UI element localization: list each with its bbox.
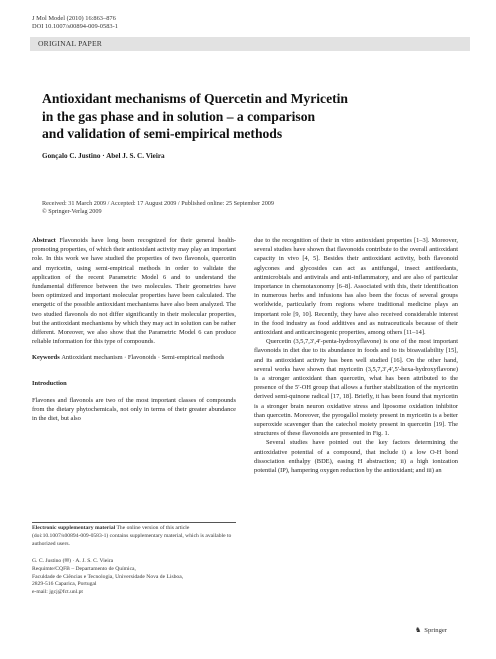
affiliation-dept: Requimte/CQFB – Departamento de Química, xyxy=(32,565,136,572)
abstract xyxy=(32,236,236,346)
author-list: Gonçalo C. Justino · Abel J. S. C. Vieira xyxy=(42,152,165,160)
title-line-2: in the gas phase and in solution – a comparison xyxy=(42,108,316,124)
publication-history xyxy=(42,200,462,217)
affiliation-faculty: Faculdade de Ciências e Tecnologia, Universidade Nova de Lisboa, xyxy=(32,573,184,580)
title-line-1: Antioxidant mechanisms of Quercetin and Myricetin xyxy=(42,91,348,106)
esm-footnote xyxy=(32,525,236,548)
article-title xyxy=(42,90,372,143)
abstract-text: Flavonoids have long been recognized for their general health-promoting properties, of which their antioxidant activity may play an important role. In this work we have studied the properties of two flavonols, quercetin and myricetin, using semi-empirical methods in order to validate the application of the recent Parametric Model 6 and to understand the fundamental difference between the two molecules. Their geometries have been optimized and important molecular properties have been calculated. The energetic of the possible antioxidant mechanisms have also been analyzed. The two studied flavonols do not differ significantly in their molecular properties, but the antioxidant mechanisms by which they may act in solution can be rather different. Moreover, we also show that the Parametric Model 6 can produce reliable information for this type of compounds. xyxy=(32,237,236,346)
doi-line: DOI 10.1007/s00894-009-0583-1 xyxy=(32,23,118,31)
affiliation-address: 2829-516 Caparica, Portugal xyxy=(32,581,97,588)
introduction-text: Flavones and flavonols are two of the most important classes of compounds from the dietary phytochemicals, not only in terms of their greater abundance in the diet, but also xyxy=(32,396,236,423)
paper-type-banner xyxy=(30,37,470,51)
journal-line: J Mol Model (2010) 16:863–876 xyxy=(32,15,116,22)
affiliation-authors: G. C. Justino (✉) · A. J. S. C. Vieira xyxy=(32,558,114,564)
received-dates: Received: 31 March 2009 / Accepted: 17 August 2009 / Published online: 25 September 2009 xyxy=(42,200,274,207)
introduction-heading: Introduction xyxy=(32,379,67,387)
publisher-logo xyxy=(415,627,447,634)
journal-citation xyxy=(32,15,118,32)
affiliation-block xyxy=(32,558,236,597)
right-paragraph-3: Several studies have pointed out the key factors determining the antioxidative potential of a compound, that include i) a low O-H bond dissociation enthalpy (BDE), easing H abstraction; ii) a high ionization potential (IP), hampering oxygen reduction by the antioxidant; and iii) an xyxy=(254,439,458,475)
right-column xyxy=(254,236,458,475)
right-paragraph-2: Quercetin (3,5,7,3′,4′-penta-hydroxyflavone) is one of the most important flavonoids in diet due to its abundance in foods and to its bioavailability [15], and its antioxidant activity has been well studied [16]. On the other hand, several works have shown that myricetin (3,5,7,3′,4′,5′-hexa-hydroxyflavone) is a stronger antioxidant than quercetin, what has been attributed to the presence of the 5′-OH group that allows a further stabilization of the myricetin derived semi-quinone radical [17, 18]. Briefly, it has been found that myricetin is a stronger brain neuron oxidative stress and liposome oxidation inhibitor than quercetin. Moreover, the pyrogallol moiety present in myricetin is a better superoxide scavenger than the catechol moiety present in quercetin [19]. The structures of these flavonoids are presented in Fig. 1. xyxy=(254,338,458,438)
paper-type-label: ORIGINAL PAPER xyxy=(38,39,103,48)
keywords-text: Antioxidant mechanism · Flavonoids · Semi-empirical methods xyxy=(61,354,225,362)
esm-label: Electronic supplementary material xyxy=(32,525,116,531)
abstract-label: Abstract xyxy=(32,237,56,244)
publisher-name: Springer xyxy=(424,627,447,634)
affiliation-email[interactable]: e-mail: jgcj@fct.unl.pt xyxy=(32,589,83,596)
right-paragraph-1: due to the recognition of their in vitro antioxidant properties [1–3]. Moreover, several studies have shown that flavonoids contribute to the overall antioxidant capacity in vivo [4, 5]. Besides their antioxidant activity, both flavonoid aglycones and glycosides can act as antifungal, insect antifeedants, antimicrobials and antivirals and anti-inflammatory, and are also of particular importance in chemotaxonomy [6–8]. Associated with this, their identification in numerous herbs and infusions has also been the focus of several groups worldwide, particularly from regions where traditional medicine plays an important role [9, 10]. Recently, they have also received considerable interest in the food industry as food additives and as nutraceuticals because of their antioxidant and anticarcinogenic properties, among others [11–14]. xyxy=(254,237,458,337)
title-line-3: and validation of semi-empirical methods xyxy=(42,126,283,141)
left-column xyxy=(32,236,236,423)
footnote-divider xyxy=(32,522,236,523)
springer-horse-icon: ♞ xyxy=(415,626,422,634)
keywords-label: Keywords xyxy=(32,354,60,362)
copyright-line: © Springer-Verlag 2009 xyxy=(42,208,102,216)
keywords xyxy=(32,353,236,362)
esm-text: The online version of this article (doi:10.1007/s00894-009-0583-1) contains supplementary material, which is available to authorized users. xyxy=(32,525,232,547)
